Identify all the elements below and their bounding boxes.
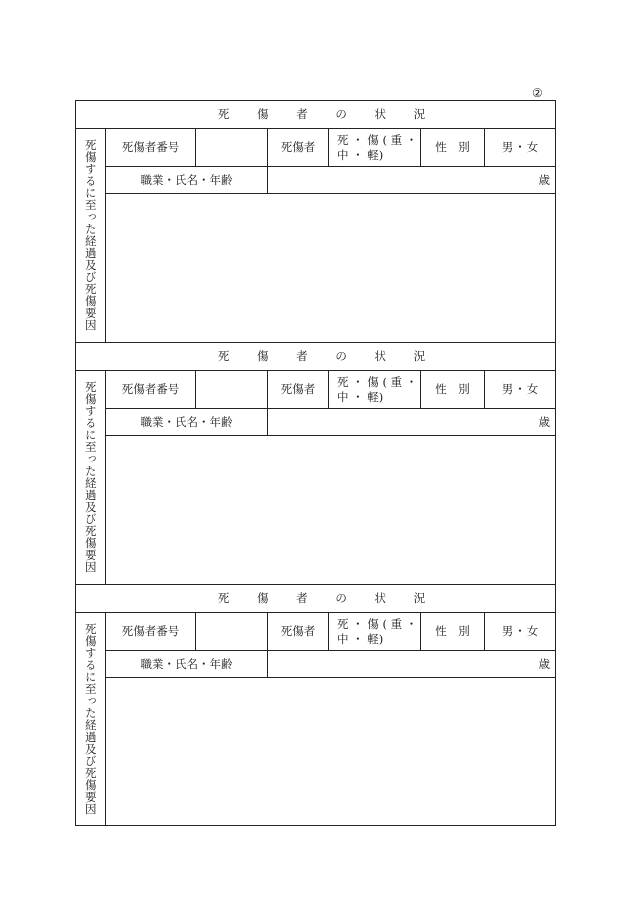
victim-label: 死傷者 xyxy=(280,140,316,155)
sex-label: 性 別 xyxy=(435,382,470,397)
occupation-name-age-field[interactable] xyxy=(268,409,556,435)
age-unit: 歳 xyxy=(538,172,550,187)
cause-side-label: 死傷するに至った経過及び死傷要因 xyxy=(83,381,98,573)
injury-line-2: 中 ・ 軽) xyxy=(337,147,384,162)
victim-number-field[interactable] xyxy=(196,129,267,166)
occupation-name-age-label: 職業・氏名・年齢 xyxy=(140,172,233,187)
sex-label: 性 別 xyxy=(435,140,470,155)
injury-line-2: 中 ・ 軽) xyxy=(337,631,384,646)
occupation-name-age-field[interactable] xyxy=(268,651,556,677)
injury-line-1: 死 ・ 傷 ( 重 ・ xyxy=(337,132,418,147)
victim-number-label: 死傷者番号 xyxy=(121,624,180,639)
casualty-section-2 xyxy=(75,342,556,584)
occupation-name-age-label: 職業・氏名・年齢 xyxy=(140,414,233,429)
injury-line-2: 中 ・ 軽) xyxy=(337,389,384,404)
age-unit: 歳 xyxy=(538,414,550,429)
cause-side-label: 死傷するに至った経過及び死傷要因 xyxy=(83,623,98,815)
section-title: 死 傷 者 の 状 況 xyxy=(217,106,438,121)
victim-label: 死傷者 xyxy=(280,382,316,397)
injury-line-1: 死 ・ 傷 ( 重 ・ xyxy=(337,616,418,631)
casualty-section-3 xyxy=(75,584,556,826)
cause-description-area[interactable] xyxy=(106,436,556,584)
cause-description-area[interactable] xyxy=(106,194,556,342)
cause-description-area[interactable] xyxy=(106,678,556,826)
occupation-name-age-field[interactable] xyxy=(268,167,556,193)
casualty-section-1 xyxy=(75,100,556,342)
victim-number-label: 死傷者番号 xyxy=(121,382,180,397)
sex-label: 性 別 xyxy=(435,624,470,639)
victim-number-field[interactable] xyxy=(196,371,267,408)
injury-degree-options[interactable] xyxy=(329,613,420,650)
victim-number-field[interactable] xyxy=(196,613,267,650)
injury-line-1: 死 ・ 傷 ( 重 ・ xyxy=(337,374,418,389)
victim-label: 死傷者 xyxy=(280,624,316,639)
injury-degree-options[interactable] xyxy=(329,371,420,408)
age-unit: 歳 xyxy=(538,656,550,671)
occupation-name-age-label: 職業・氏名・年齢 xyxy=(140,656,233,671)
page-number: ② xyxy=(532,86,543,100)
sex-options[interactable]: 男・女 xyxy=(501,140,540,155)
section-title: 死 傷 者 の 状 況 xyxy=(217,590,438,605)
sex-options[interactable]: 男・女 xyxy=(501,382,540,397)
injury-degree-options[interactable] xyxy=(329,129,420,166)
sex-options[interactable]: 男・女 xyxy=(501,624,540,639)
cause-side-label: 死傷するに至った経過及び死傷要因 xyxy=(83,139,98,331)
victim-number-label: 死傷者番号 xyxy=(121,140,180,155)
section-title: 死 傷 者 の 状 況 xyxy=(217,348,438,363)
